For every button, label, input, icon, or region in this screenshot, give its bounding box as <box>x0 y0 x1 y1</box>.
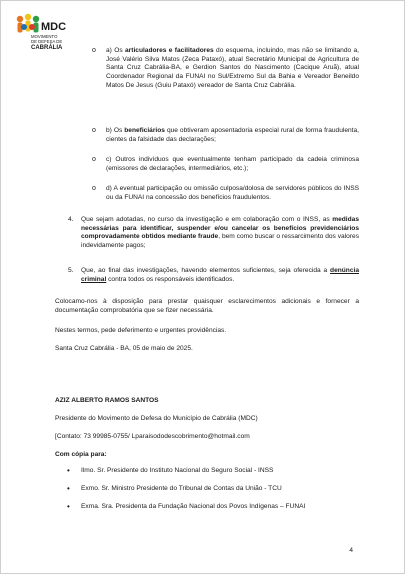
request-paragraph: Nestes termos, pede deferimento e urgentes providências. <box>55 327 227 334</box>
page-number: 4 <box>349 547 353 554</box>
contact-line: [Contato: 73 99985-0755/ Lparaisododescobrimento@hotmail.com <box>55 433 250 440</box>
copies-heading: Com cópia para: <box>55 451 107 458</box>
list-item-c: c) Outros indivíduos que eventualmente tenham participado da cadeia criminosa (emissores de declarações, intermediários, etc.); <box>106 156 359 172</box>
closing-paragraph: Colocamo-nos à disposição para prestar quaisquer esclarecimentos adicionais e fornecer a documentação comprobatória que se fizer necessária. <box>55 298 359 314</box>
mdc-logo-graphic <box>9 7 77 51</box>
item-number: 5. <box>68 267 74 274</box>
copy-recipient: Exma. Sra. Presidenta da Fundação Nacional dos Povos Indígenas – FUNAI <box>81 503 306 510</box>
copy-recipient: Ilmo. Sr. Presidente do Instituto Nacional do Seguro Social - INSS <box>81 467 274 474</box>
copy-recipient: Exmo. Sr. Ministro Presidente do Tribunal de Contas da União - TCU <box>81 485 282 492</box>
logo-line1: MOVIMENTO <box>31 34 58 39</box>
mdc-logo <box>9 7 77 51</box>
bullet-dot: • <box>67 484 70 493</box>
list-item-a: a) Os articuladores e facilitadores do esquema, incluindo, mas não se limitando a, José Valério Silva Matos (Zeca Pataxó), atual Secretário Municipal de Agricultura de Santa Cruz Cabrália-BA, e Gerdion Santos do Nascimento (Cacique Aruã), atual Coordenador Regional da FUNAI no Sul/Extremo Sul da Bahia e Vereador Beneildo Matos De Jesus (Guiu Pataxó) vereador de Santa Cruz Cabrália. <box>106 47 360 89</box>
bullet-o: o <box>92 47 96 54</box>
signer-role: Presidente do Movimento de Defesa do Município de Cabrália (MDC) <box>55 415 258 422</box>
logo-line3: CABRÁLIA <box>31 45 63 51</box>
signer-name: AZIZ ALBERTO RAMOS SANTOS <box>55 397 159 404</box>
list-item-b: b) Os beneficiários que obtiveram aposentadoria especial rural de forma fraudulenta, cientes da falsidade das declarações; <box>106 127 359 143</box>
item-number: 4. <box>68 216 74 223</box>
list-item-5: Que, ao final das investigações, havendo elementos suficientes, seja oferecida a denúncia criminal contra todos os responsáveis identificados. <box>81 267 359 283</box>
list-item-4: Que sejam adotadas, no curso da investigação e em colaboração com o INSS, as medidas necessárias para identificar, suspender e/ou cancelar os benefícios previdenciários comprovadamente obtidos mediante fraude, bem como buscar o ressarcimento dos valores indevidamente pagos; <box>81 216 360 250</box>
bullet-o: o <box>92 185 96 192</box>
logo-line2: DE DEFESA DE <box>31 39 63 44</box>
bullet-o: o <box>92 127 96 134</box>
bullet-dot: • <box>67 502 70 511</box>
bullet-dot: • <box>67 466 70 475</box>
bullet-o: o <box>92 156 96 163</box>
list-item-d: d) A eventual participação ou omissão culposa/dolosa de servidores públicos do INSS ou da FUNAI na concessão dos benefícios fraudulentos. <box>106 185 359 201</box>
place-date: Santa Cruz Cabrália - BA, 05 de maio de 2025. <box>55 345 193 352</box>
logo-abbr: MDC <box>41 21 67 33</box>
